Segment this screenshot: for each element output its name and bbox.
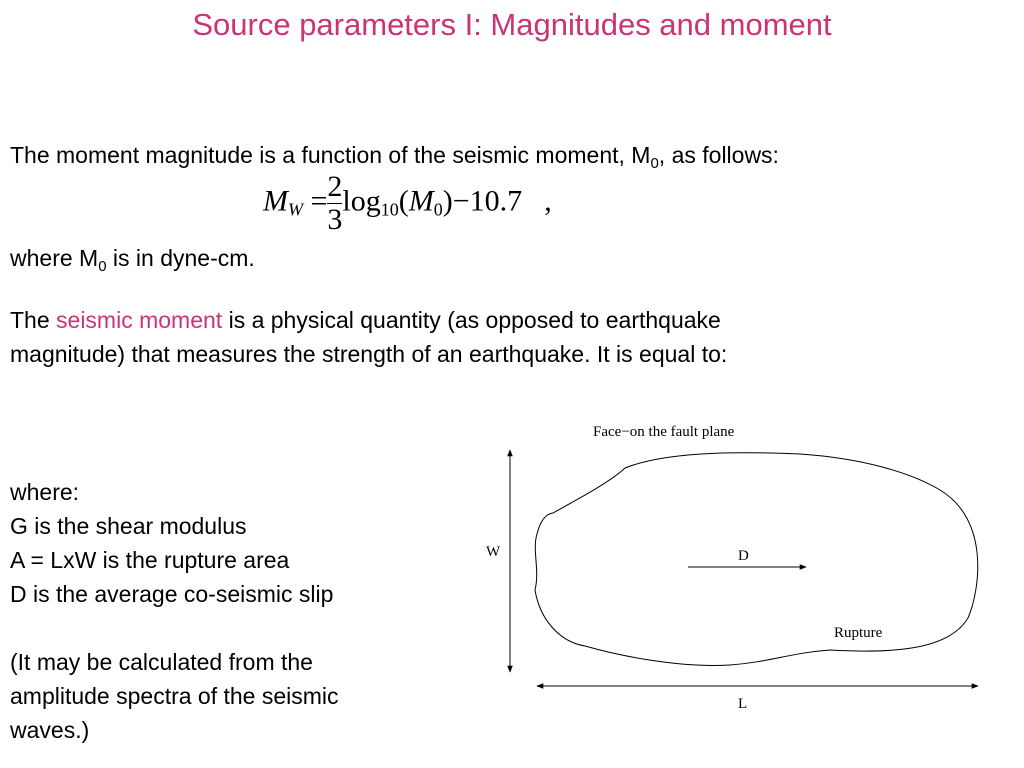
moment-definition: [10, 303, 727, 371]
fault-plane-diagram: [470, 410, 1010, 730]
eq-open-paren: (: [398, 184, 409, 218]
where-line: waves.): [10, 717, 90, 743]
moment-def-before: The: [10, 307, 57, 333]
rupture-label: Rupture: [834, 625, 883, 641]
units-subscript: 0: [98, 258, 107, 275]
moment-def-after: is a physical quantity (as opposed to earthquake: [222, 307, 721, 333]
eq-numerator: 2: [327, 170, 343, 203]
eq-equals: =: [310, 184, 328, 218]
eq-close-paren: ): [442, 184, 453, 218]
moment-magnitude-equation: [263, 172, 552, 235]
intro-subscript: 0: [650, 155, 659, 172]
intro-text-before: The moment magnitude is a function of the seismic moment, M: [10, 142, 651, 168]
intro-text-after: , as follows:: [658, 142, 779, 168]
slip-label: D: [738, 548, 749, 564]
eq-arg: M: [408, 184, 434, 218]
seismic-moment-highlight: seismic moment: [56, 307, 223, 333]
units-line: [10, 241, 255, 275]
where-line: [10, 611, 339, 645]
where-line: D is the average co-seismic slip: [10, 581, 334, 607]
eq-comma: ,: [544, 184, 552, 218]
rupture-outline: [535, 453, 978, 666]
where-line: where:: [10, 479, 80, 505]
figure-caption: Face−on the fault plane: [593, 424, 735, 440]
eq-denominator: 3: [327, 203, 343, 236]
units-text-before: where M: [10, 245, 99, 271]
width-label: W: [486, 544, 501, 560]
where-list: [10, 475, 339, 747]
eq-lhs: M: [263, 184, 288, 218]
eq-log: log: [342, 184, 381, 218]
moment-def-line-2: magnitude) that measures the strength of an earthquake. It is equal to:: [10, 341, 728, 367]
units-text-after: is in dyne-cm.: [106, 245, 255, 271]
where-line: amplitude spectra of the seismic: [10, 683, 339, 709]
intro-line: [10, 138, 779, 172]
slide-title: Source parameters I: Magnitudes and moment: [192, 7, 832, 42]
eq-arg-sub: 0: [433, 199, 443, 220]
where-line: A = LxW is the rupture area: [10, 547, 290, 573]
length-label: L: [738, 696, 748, 712]
eq-fraction: [327, 172, 342, 235]
where-line: (It may be calculated from the: [10, 649, 313, 675]
moment-def-line-1: [10, 303, 727, 337]
eq-rest: −10.7: [452, 184, 523, 218]
eq-lhs-sub: W: [288, 199, 303, 220]
eq-log-sub: 10: [380, 199, 399, 220]
where-line: G is the shear modulus: [10, 513, 247, 539]
